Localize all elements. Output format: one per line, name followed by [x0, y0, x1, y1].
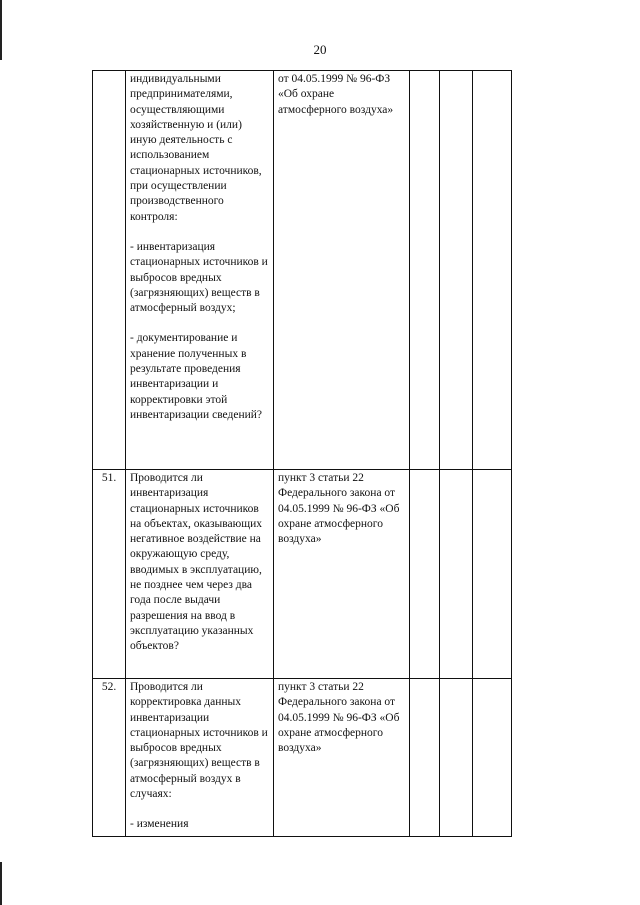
question-cell: [126, 470, 274, 679]
question-text: - изменения: [130, 818, 189, 831]
question-text: - инвентаризация стационарных источников и выбросов вредных (загрязняющих) веществ в атмосферный воздух;: [130, 240, 268, 315]
page-number: 20: [313, 42, 327, 57]
note-cell: [473, 71, 512, 470]
legal-reference-cell: пункт 3 статьи 22 Федерального закона от 04.05.1999 № 96-ФЗ «Об охране атмосферного воздуха»: [274, 470, 410, 679]
answer-cell-no: [440, 679, 473, 837]
table-row: [93, 71, 512, 470]
answer-cell-no: [440, 470, 473, 679]
answer-cell-yes: [410, 71, 440, 470]
question-text: индивидуальными предпринимателями, осуществляющими хозяйственную и (или) иную деятельность с использованием стационарных источников, при осуществлении производственного контроля:: [130, 73, 262, 223]
table-row: [93, 679, 512, 837]
checklist-table: [92, 70, 512, 837]
legal-reference-cell: от 04.05.1999 № 96-ФЗ «Об охране атмосферного воздуха»: [274, 71, 410, 470]
note-cell: [473, 470, 512, 679]
row-number: 52.: [93, 679, 126, 837]
row-number: 51.: [93, 470, 126, 679]
answer-cell-yes: [410, 470, 440, 679]
question-text: Проводится ли корректировка данных инвентаризации стационарных источников и выбросов вредных (загрязняющих) веществ в атмосферный воздух в случаях:: [130, 681, 268, 801]
question-text: - документирование и хранение полученных в результате проведения инвентаризации и корректировки этой инвентаризации сведений?: [130, 332, 263, 421]
question-cell: [126, 679, 274, 837]
question-text: Проводится ли инвентаризация стационарных источников на объектах, оказывающих негативное воздействие на окружающую среду, вводимых в эксплуатацию, не позднее чем через два года после выдачи разрешения на ввод в эксплуатацию указанных объектов?: [130, 472, 262, 653]
answer-cell-no: [440, 71, 473, 470]
answer-cell-yes: [410, 679, 440, 837]
row-number: [93, 71, 126, 470]
table-row: [93, 470, 512, 679]
legal-reference-cell: пункт 3 статьи 22 Федерального закона от 04.05.1999 № 96-ФЗ «Об охране атмосферного воздуха»: [274, 679, 410, 837]
question-cell: [126, 71, 274, 470]
note-cell: [473, 679, 512, 837]
scan-edge-mark-bottom: [0, 862, 2, 905]
